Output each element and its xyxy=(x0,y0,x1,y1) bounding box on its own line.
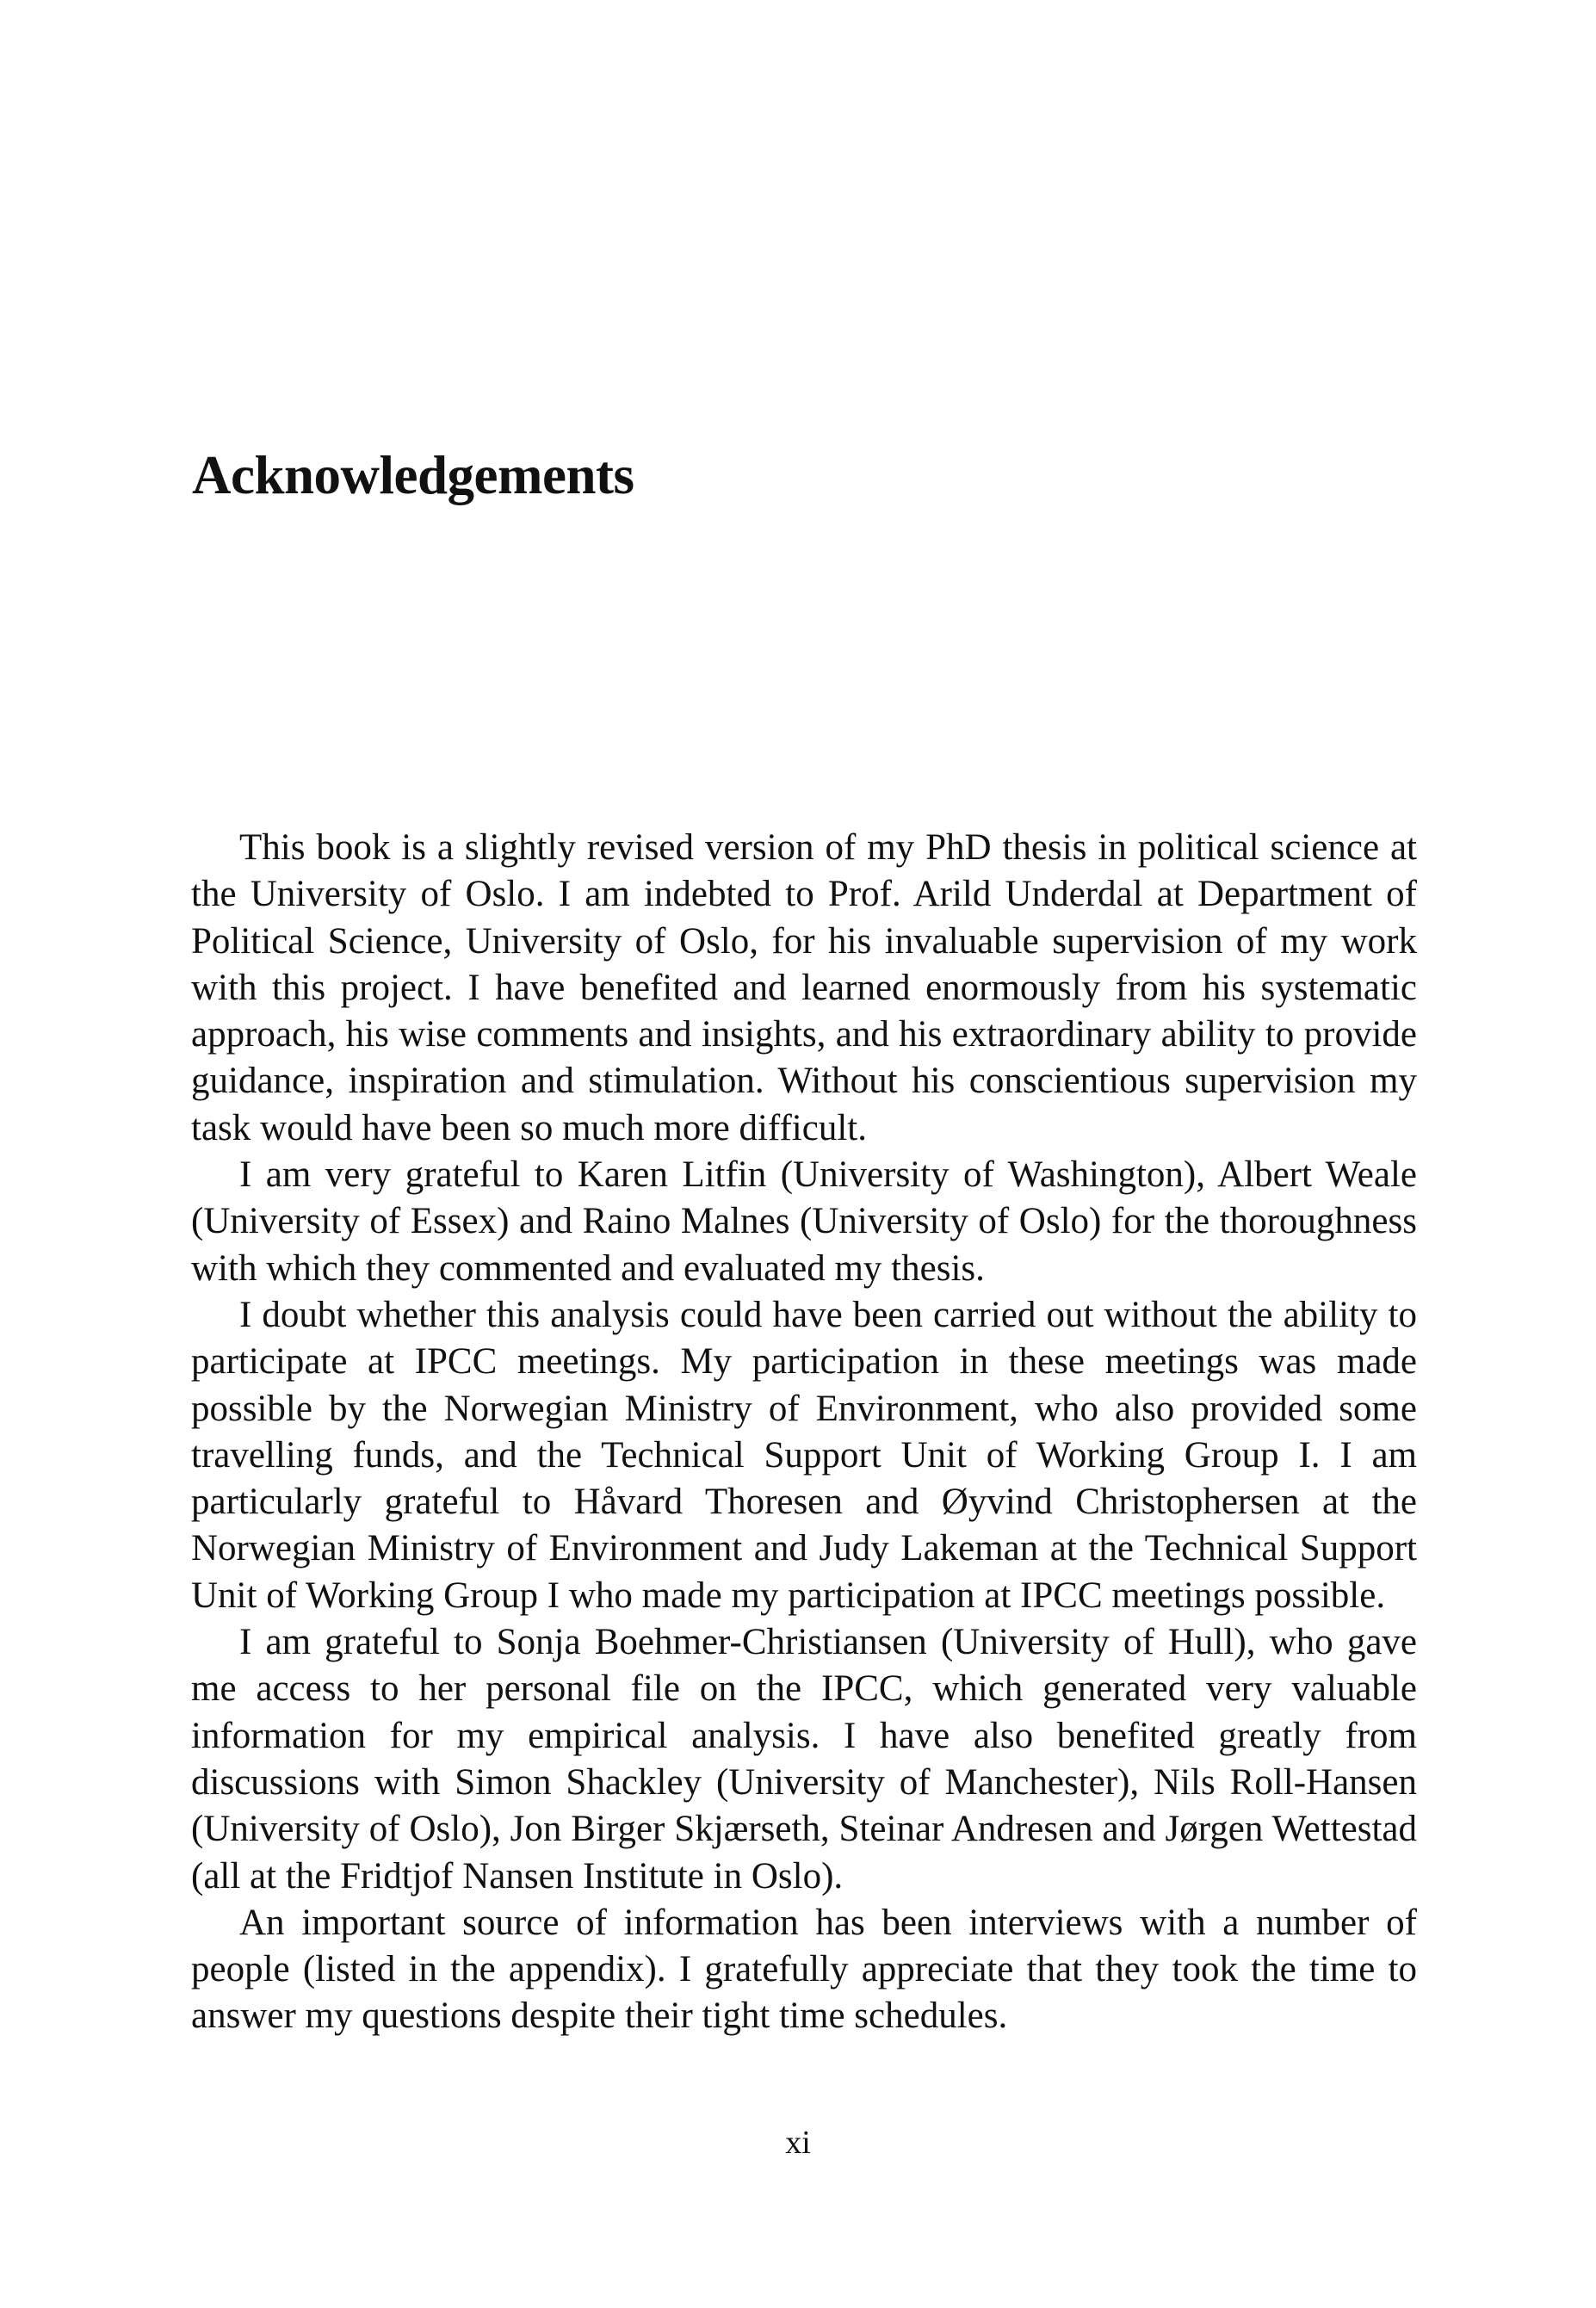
page-number: xi xyxy=(785,2125,811,2161)
paragraph: This book is a slightly revised version of my PhD thesis in political science at the University of Oslo. I am indebted to Prof. Arild Underdal at Department of Political Science, University of Oslo, for his invaluable supervision of my work with this project. I have benefited and learned enormously from his systematic approach, his wise comments and insights, and his extraordinary ability to provide guidance, inspiration and stimulation. Without his conscientious supervision my task would have been so much more difficult. xyxy=(191,827,1417,1148)
body-text xyxy=(191,825,1417,2040)
paragraph: I am grateful to Sonja Boehmer-Christiansen (University of Hull), who gave me access to her personal file on the IPCC, which generated very valuable information for my empirical analysis. I have also benefited greatly from discussions with Simon Shackley (University of Manchester), Nils Roll-Hansen (University of Oslo), Jon Birger Skjærseth, Steinar Andresen and Jørgen Wettestad (all at the Fridtjof Nansen Institute in Oslo). xyxy=(191,1622,1417,1897)
paragraph: I doubt whether this analysis could have been carried out without the ability to participate at IPCC meetings. My participation in these meetings was made possible by the Norwegian Ministry of Environment, who also provided some travelling funds, and the Technical Support Unit of Working Group I. I am particularly grateful to Håvard Thoresen and Øyvind Christophersen at the Norwegian Ministry of Environment and Judy Lakeman at the Technical Support Unit of Working Group I who made my participation at IPCC meetings possible. xyxy=(191,1294,1417,1616)
paragraph: I am very grateful to Karen Litfin (University of Washington), Albert Weale (University of Essex) and Raino Malnes (University of Oslo) for the thoroughness with which they commented and evaluated my thesis. xyxy=(191,1154,1417,1289)
chapter-heading: Acknowledgements xyxy=(192,445,634,505)
paragraph: An important source of information has been interviews with a number of people (listed in the appendix). I gratefully appreciate that they took the time to answer my questions despite their tight time schedules. xyxy=(191,1902,1417,2037)
